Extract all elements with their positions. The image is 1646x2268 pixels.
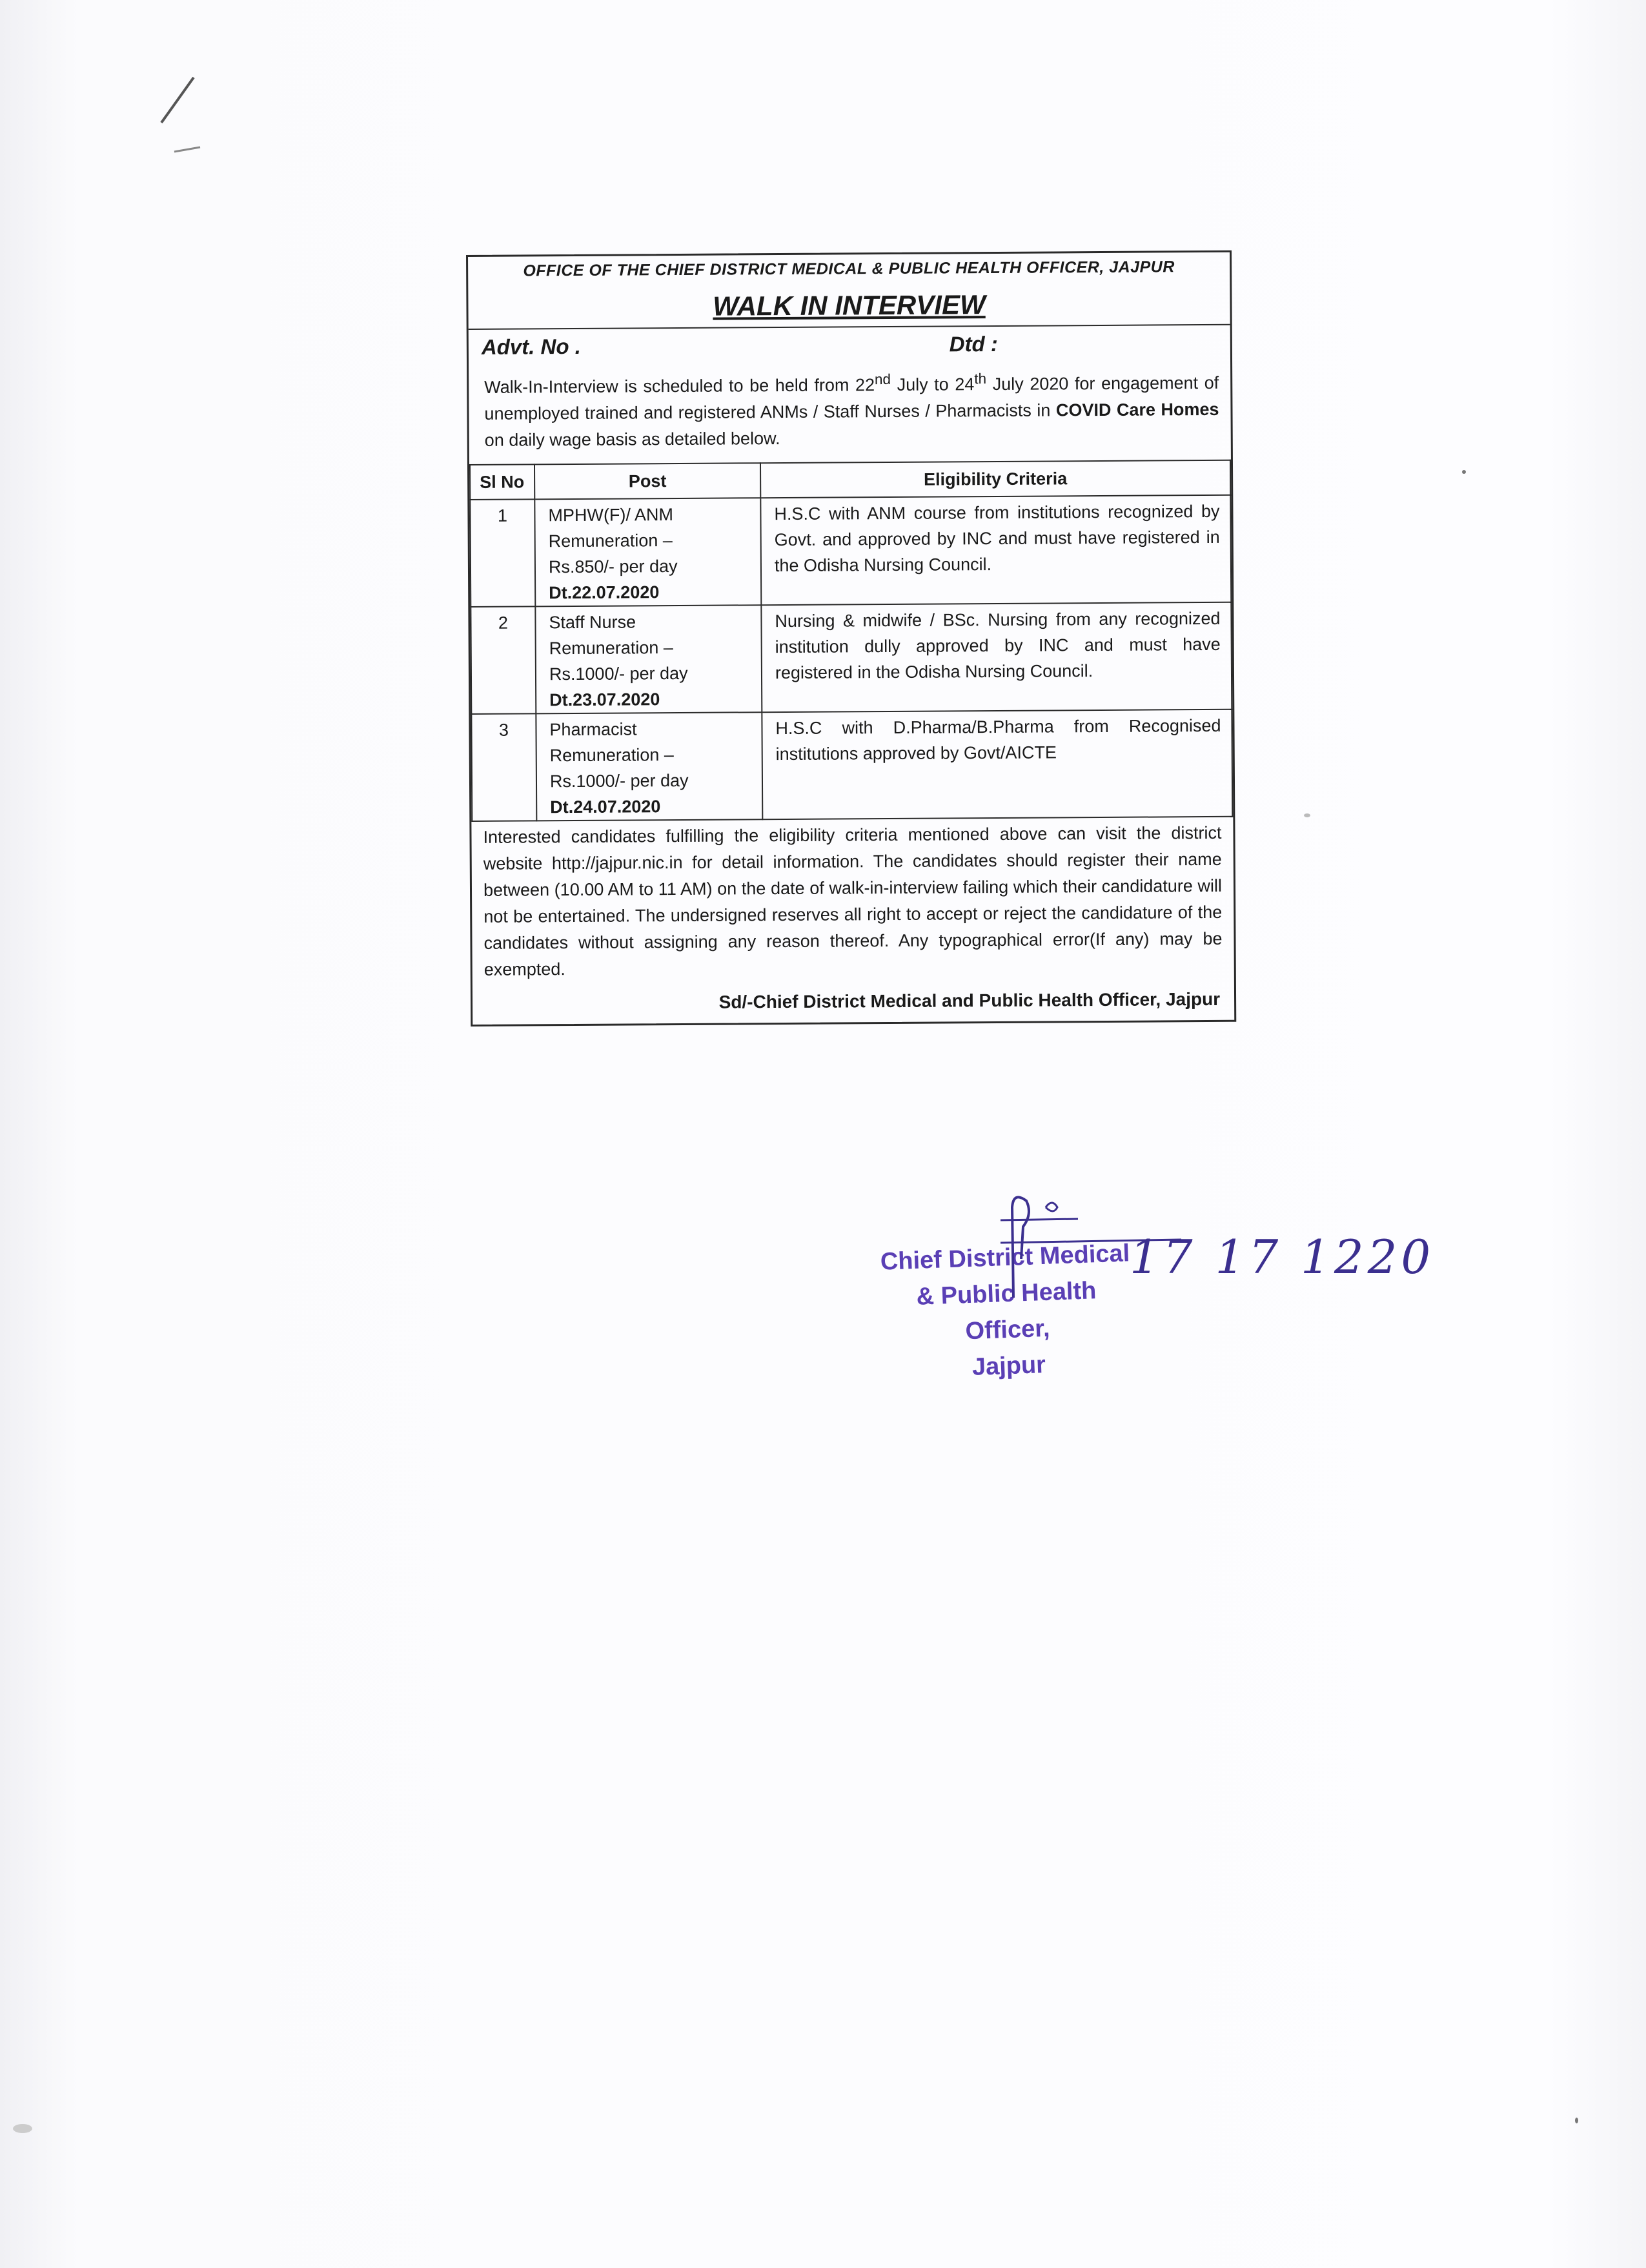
scan-speck [1462,470,1466,474]
handwritten-date: 17 17 1220 [1130,1230,1435,1284]
table-row [471,710,1232,821]
post-name: Staff Nurse [549,612,636,633]
stamp-line-3: Jajpur [971,1351,1046,1381]
notice-title: WALK IN INTERVIEW [713,289,986,322]
advt-number-label: Advt. No . [481,334,581,359]
interview-date: Dt.24.07.2020 [550,797,661,817]
advt-row [469,324,1230,360]
row-sl: 1 [470,499,535,607]
walk-in-interview-notice [466,250,1236,1027]
row-post [534,498,761,606]
interview-date: Dt.23.07.2020 [549,690,660,710]
row-sl: 2 [471,606,536,714]
remuneration-label: Remuneration – [548,531,673,551]
table-row [471,602,1232,714]
intro-sup-2: th [974,371,987,387]
scan-speck [1575,2118,1578,2123]
row-criteria: Nursing & midwife / BSc. Nursing from any recognized institution dully approved by INC and must have registered in the Odisha Nursing Council. [761,602,1232,712]
row-post [535,605,762,713]
dated-label: Dtd : [949,331,998,356]
scan-speck [1304,813,1310,817]
remuneration-label: Remuneration – [549,638,673,659]
remuneration-rate: Rs.1000/- per day [549,663,688,684]
footer-paragraph: Interested candidates fulfilling the eligibility criteria mentioned above can visit the district website http://jajpur.nic.in for detail information. The candidates should register their name between (10.00 AM to 11 AM) on the date of walk-in-interview failing which their candidature will not be entertained. The undersigned reserves all right to accept or reject the candidature of the candidates without assigning any reason thereof. Any typographical error(If any) may be exempted. [483,822,1223,979]
post-name: MPHW(F)/ ANM [548,505,674,526]
row-criteria: H.S.C with D.Pharma/B.Pharma from Recognised institutions approved by Govt/AICTE [762,710,1232,819]
row-criteria: H.S.C with ANM course from institutions recognized by Govt. and approved by INC and must have registered in the Odisha Nursing Council. [760,495,1231,605]
scan-speck [13,2124,32,2133]
remuneration-rate: Rs.1000/- per day [549,770,689,792]
intro-text-4: on daily wage basis as detailed below. [484,429,780,450]
stamp-line-2: & Public Health Officer, [916,1277,1097,1345]
stamp-line-1: Chief District Medical [880,1240,1130,1276]
table-header-row [470,460,1230,500]
row-post [536,712,762,821]
pen-stroke-mark [155,65,258,168]
remuneration-rate: Rs.850/- per day [548,557,678,577]
intro-paragraph [469,355,1231,464]
intro-text-1: Walk-In-Interview is scheduled to be held from 22 [484,375,875,397]
header-post: Post [534,463,760,499]
posts-table [469,460,1233,822]
office-heading: OFFICE OF THE CHIEF DISTRICT MEDICAL & PUBLIC HEALTH OFFICER, JAJPUR [523,258,1175,280]
intro-sup-1: nd [874,371,891,388]
header-eligibility: Eligibility Criteria [760,460,1230,498]
intro-text-2: July to 24 [890,374,975,394]
table-row [470,495,1231,607]
intro-bold-covid: COVID Care Homes [1055,399,1219,420]
interview-date: Dt.22.07.2020 [549,582,660,603]
intro-text-3: July 2020 for engagement of unemployed trained and registered ANMs / Staff Nurses / Pharmacists in [484,373,1219,424]
remuneration-label: Remuneration – [549,745,674,766]
header-sl-no: Sl No [470,464,534,500]
row-sl: 3 [471,713,536,821]
signatory-line: Sd/-Chief District Medical and Public Health Officer, Jajpur [718,988,1221,1012]
post-name: Pharmacist [549,719,637,740]
